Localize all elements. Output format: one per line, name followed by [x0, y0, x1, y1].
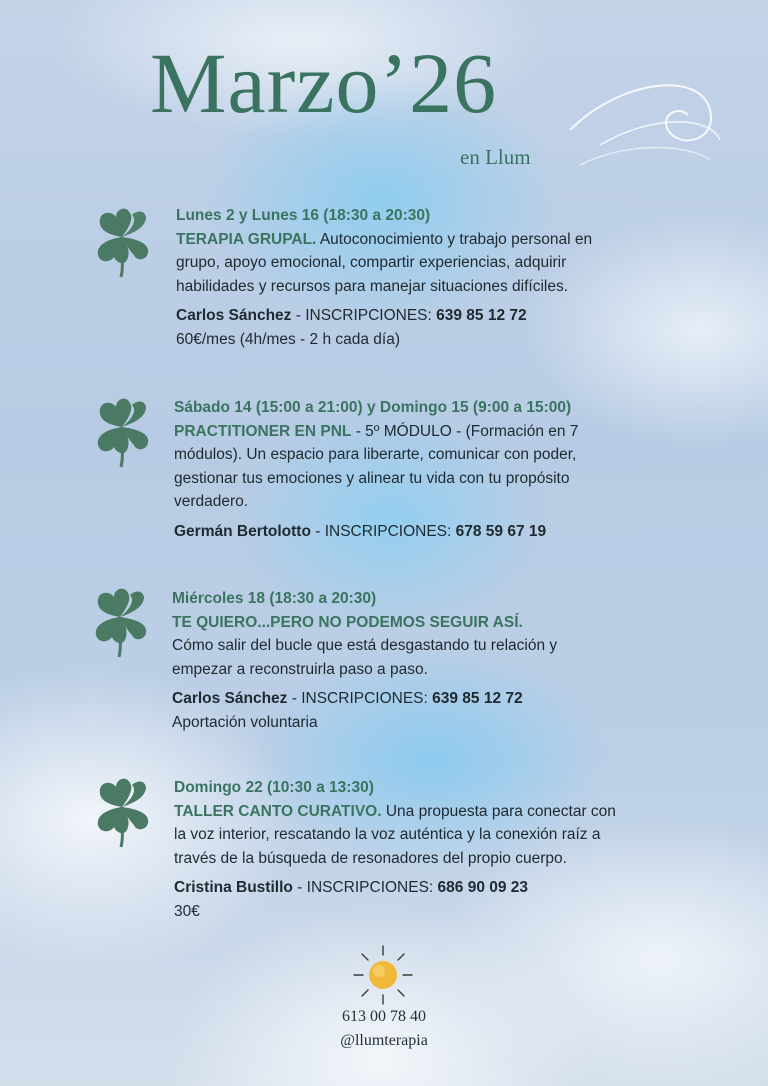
clover-icon	[92, 585, 150, 659]
clover-icon	[94, 205, 152, 279]
event-description-text: Autoconocimiento y trabajo personal en	[316, 230, 593, 248]
facilitator-name: Cristina Bustillo	[174, 879, 293, 896]
event-description	[174, 420, 694, 444]
event-name: TE QUIERO...PERO NO PODEMOS SEGUIR ASÍ.	[172, 613, 523, 631]
page-title: Marzo’26	[150, 35, 498, 131]
swirl-decoration-icon	[560, 70, 730, 180]
event-description-text: grupo, apoyo emocional, compartir experiencias, adquirir	[176, 254, 567, 271]
event-price: 60€/mes (4h/mes - 2 h cada día)	[176, 330, 401, 348]
phone-number: 678 59 67 19	[455, 522, 547, 540]
event-description-text: gestionar tus emociones y alinear tu vida con tu propósito	[174, 469, 570, 487]
facilitator-name: Germán Bertolotto	[174, 522, 311, 540]
contact-label: - INSCRIPCIONES:	[287, 690, 433, 707]
event-description-text: Una propuesta para conectar con	[381, 802, 616, 820]
event-contact	[174, 520, 694, 544]
contact-label: - INSCRIPCIONES:	[291, 307, 437, 324]
event-description-text: módulos). Un espacio para liberarte, comunicar con poder,	[174, 446, 577, 463]
footer-handle: @llumterapia	[340, 1032, 428, 1049]
event-description-text: habilidades y recursos para manejar situaciones difíciles.	[176, 277, 569, 295]
phone-number: 639 85 12 72	[432, 690, 523, 707]
contact-label: - INSCRIPCIONES:	[292, 879, 438, 896]
event-name: PRACTITIONER EN PNL	[174, 422, 352, 440]
event-description-text: - 5º MÓDULO - (Formación en 7	[351, 422, 579, 440]
event-contact	[174, 876, 694, 900]
event-practitioner-pnl	[174, 396, 694, 543]
phone-number: 639 85 12 72	[436, 307, 527, 324]
event-terapia-grupal	[176, 204, 676, 351]
event-description-text: Cómo salir del bucle que está desgastando tu relación y	[172, 637, 558, 654]
event-date: Lunes 2 y Lunes 16 (18:30 a 20:30)	[176, 207, 431, 224]
facilitator-name: Carlos Sánchez	[172, 690, 288, 707]
event-description	[174, 800, 694, 824]
event-description-text: verdadero.	[174, 493, 249, 510]
clover-icon	[94, 775, 152, 849]
sun-icon	[352, 944, 414, 1006]
contact-label: - INSCRIPCIONES:	[310, 522, 456, 540]
event-price: Aportación voluntaria	[172, 713, 318, 731]
event-date: Miércoles 18 (18:30 a 20:30)	[172, 590, 377, 607]
event-contact	[172, 687, 672, 711]
event-contact	[176, 304, 676, 328]
clover-icon	[94, 395, 152, 469]
page-subtitle: en Llum	[460, 145, 531, 169]
event-date: Domingo 22 (10:30 a 13:30)	[174, 779, 374, 796]
event-date: Sábado 14 (15:00 a 21:00) y Domingo 15 (9:00 a 15:00)	[174, 399, 572, 416]
event-te-quiero	[172, 587, 672, 734]
event-name: TALLER CANTO CURATIVO.	[174, 802, 382, 820]
event-description-text: la voz interior, rescatando la voz auténtica y la conexión raíz a	[174, 826, 601, 843]
event-price: 30€	[174, 902, 200, 920]
footer-phone: 613 00 78 40	[342, 1008, 426, 1025]
phone-number: 686 90 09 23	[437, 879, 529, 896]
event-description	[176, 228, 676, 252]
event-description-text: empezar a reconstruirla paso a paso.	[172, 660, 428, 678]
event-canto-curativo	[174, 776, 694, 923]
facilitator-name: Carlos Sánchez	[176, 307, 292, 324]
event-name: TERAPIA GRUPAL.	[176, 230, 317, 248]
event-description-text: través de la búsqueda de resonadores del propio cuerpo.	[174, 849, 567, 867]
